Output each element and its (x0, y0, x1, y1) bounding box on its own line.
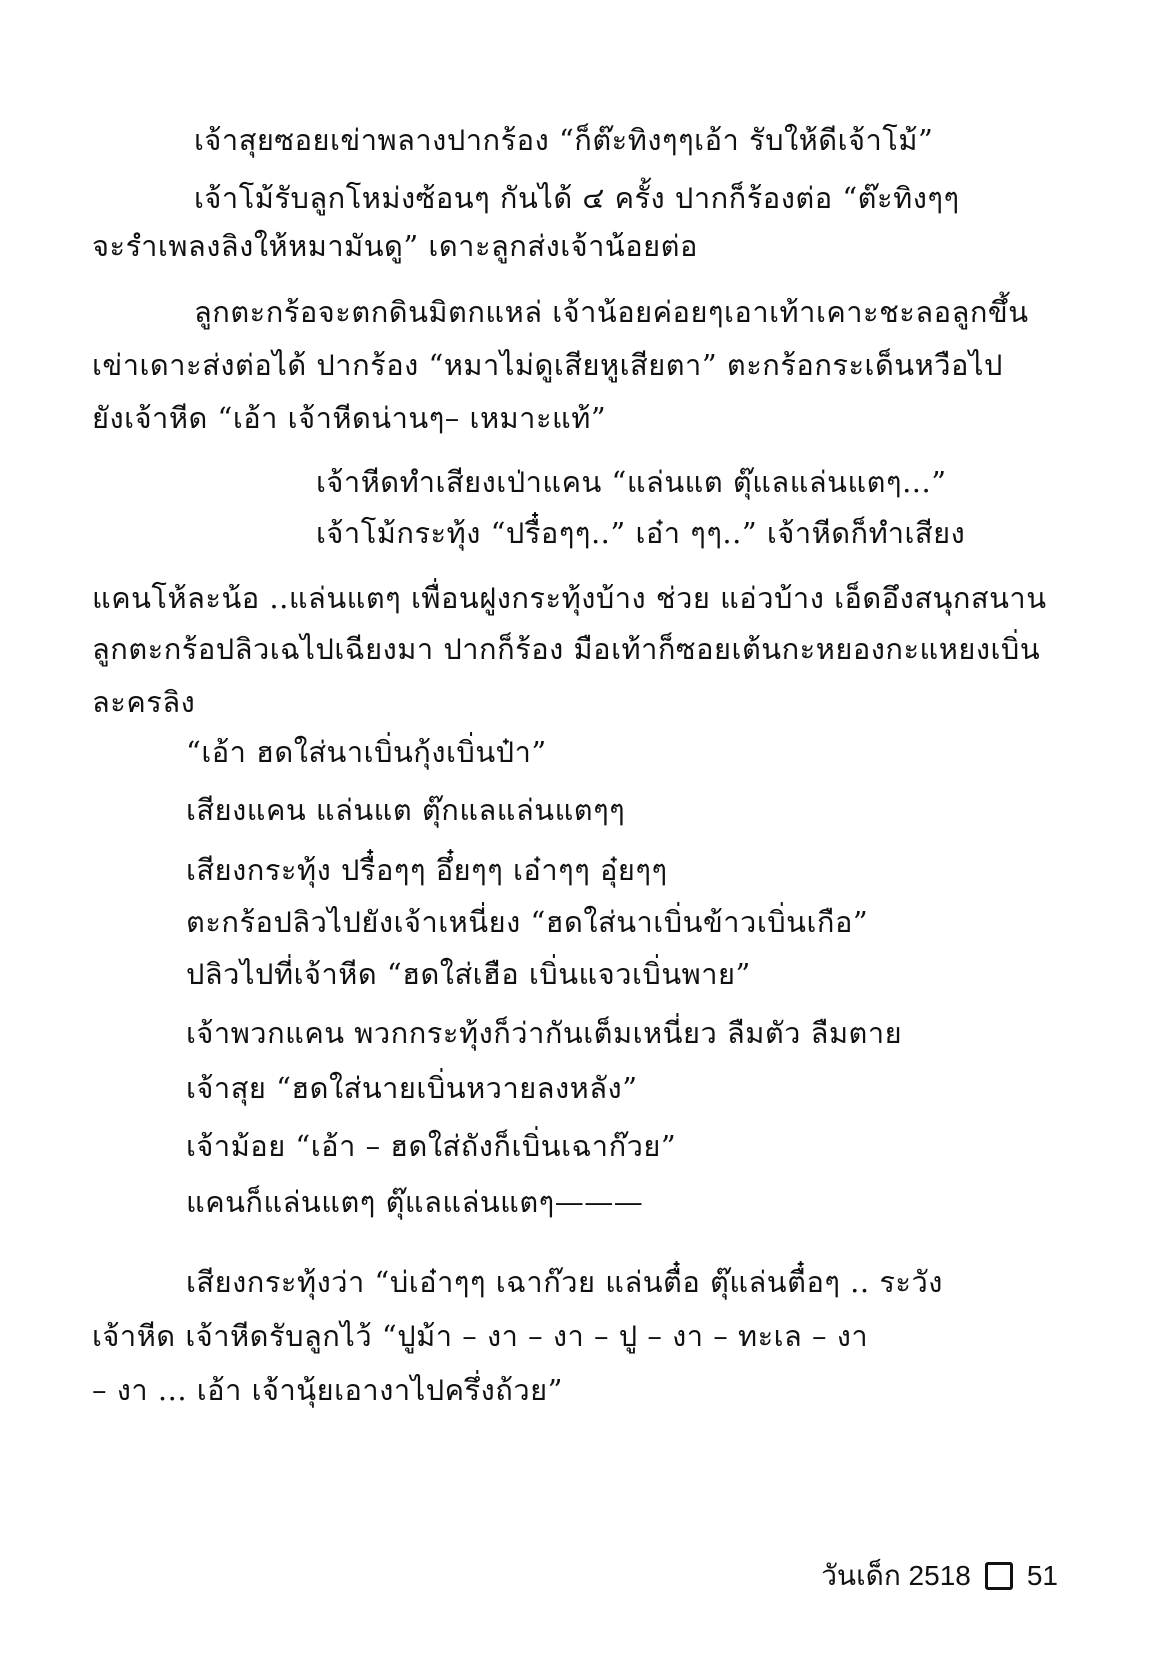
text-line: เจ้าสุย “ฮดใส่นายเบิ่นหวายลงหลัง” (186, 1071, 638, 1105)
text-line: ลูกตะกร้อจะตกดินมิตกแหล่ เจ้าน้อยค่อยๆเอาเท้าเคาะชะลอลูกขึ้น (194, 295, 1029, 329)
text-line: เข่าเดาะส่งต่อได้ ปากร้อง “หมาไม่ดูเสียหูเสียตา” ตะกร้อกระเด็นหวือไป (92, 348, 1003, 382)
text-line: เจ้าพวกแคน พวกกระทุ้งก็ว่ากันเต็มเหนี่ยว ลืมตัว ลืมตาย (186, 1016, 903, 1050)
text-line: แคนโห้ละน้อ ..แล่นแตๆ เพื่อนฝูงกระทุ้งบ้าง ช่วย แอ่วบ้าง เอ็ดอึงสนุกสนาน (92, 581, 1047, 615)
text-line: – งา ... เอ้า เจ้านุ้ยเอางาไปครึ่งถ้วย” (92, 1373, 563, 1407)
text-line: เสียงกระทุ้ง ปรื๋อๆๆ อึ๋ยๆๆ เอ๋าๆๆ อุ๋ยๆๆ (186, 853, 668, 887)
text-line: เจ้าหีดทำเสียงเป่าแคน “แล่นแต ตุ๊แลแล่นแตๆ...” (316, 465, 947, 499)
text-line: เจ้าหีด เจ้าหีดรับลูกไว้ “ปูม้า – งา – งา – ปู – งา – ทะเล – งา (92, 1319, 869, 1353)
text-line: เสียงแคน แล่นแต ตุ๊กแลแล่นแตๆๆ (186, 793, 626, 827)
text-line: เจ้าสุยซอยเข่าพลางปากร้อง “ก็ต๊ะทิงๆๆเอ้า รับให้ดีเจ้าโม้” (194, 123, 934, 157)
text-line: ลูกตะกร้อปลิวเฉไปเฉียงมา ปากก็ร้อง มือเท้าก็ซอยเต้นกะหยองกะแหยงเบิ่น (92, 632, 1041, 666)
text-line: เสียงกระทุ้งว่า “บ่เอ๋าๆๆ เฉาก๊วย แล่นตื๋อ ตุ๊แล่นตื๋อๆ .. ระวัง (186, 1265, 943, 1299)
square-box-icon (985, 1562, 1013, 1590)
text-line: เจ้าโม้กระทุ้ง “ปรื๋อๆๆ..” เอ๋า ๆๆ..” เจ้าหีดก็ทำเสียง (316, 516, 966, 550)
text-line: ปลิวไปที่เจ้าหีด “ฮดใส่เฮือ เบิ่นแจวเบิ่นพาย” (186, 957, 751, 991)
text-line: ละครลิง (92, 685, 196, 719)
page-footer (821, 1554, 1058, 1598)
text-line: ยังเจ้าหีด “เอ้า เจ้าหีดน่านๆ– เหมาะแท้” (92, 401, 607, 435)
text-line: ตะกร้อปลิวไปยังเจ้าเหนี่ยง “ฮดใส่นาเบิ่นข้าวเบิ่นเกือ” (186, 905, 869, 939)
text-line: “เอ้า ฮดใส่นาเบิ่นกุ้งเบิ่นป๋า” (186, 735, 547, 769)
text-line: จะรำเพลงลิงให้หมามันดู” เดาะลูกส่งเจ้าน้อยต่อ (92, 229, 698, 263)
footer-title: วันเด็ก 2518 (821, 1560, 971, 1591)
text-line: เจ้าโม้รับลูกโหม่งซ้อนๆ กันได้ ๔ ครั้ง ปากก็ร้องต่อ “ต๊ะทิงๆๆ (194, 181, 960, 215)
text-line: แคนก็แล่นแตๆ ตุ๊แลแล่นแตๆ——— (186, 1185, 644, 1219)
page-number: 51 (1026, 1560, 1058, 1591)
text-line: เจ้าม้อย “เอ้า – ฮดใส่ถังก็เบิ่นเฉาก๊วย” (186, 1129, 677, 1163)
